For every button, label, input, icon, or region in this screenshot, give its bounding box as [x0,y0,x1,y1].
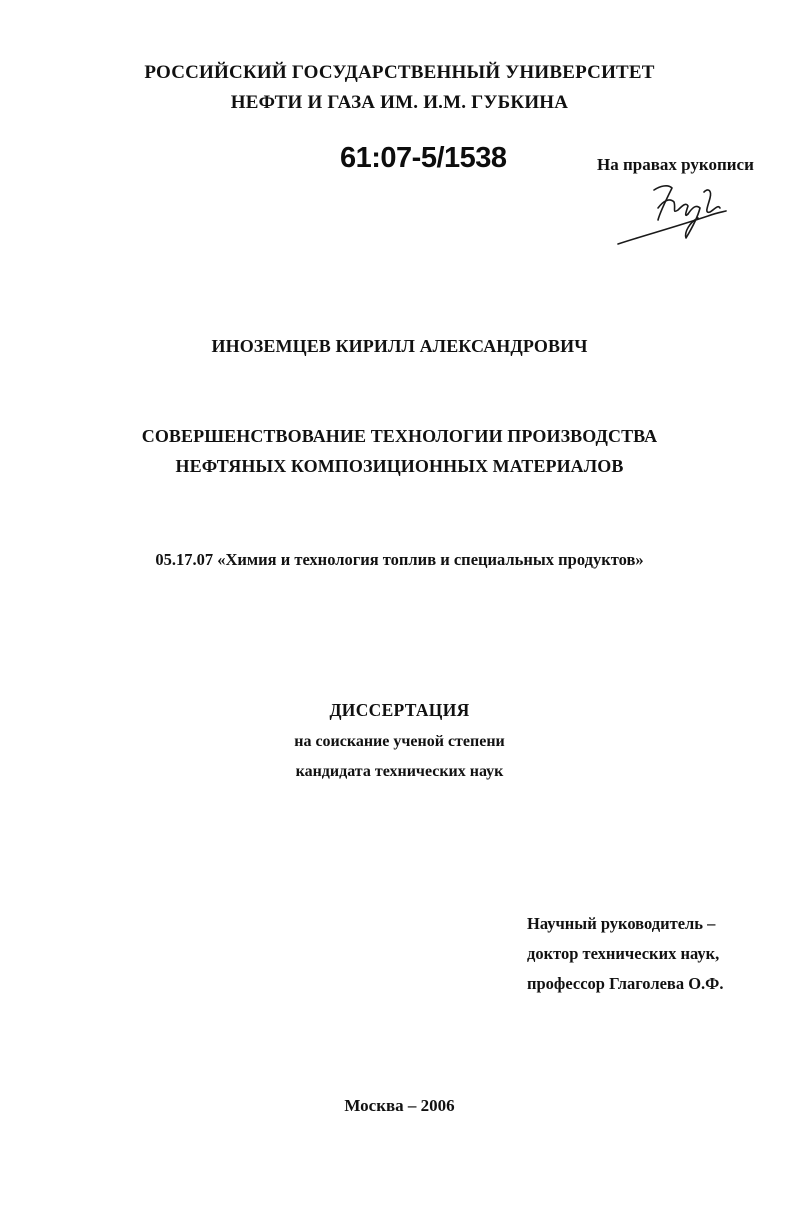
city-year: Москва – 2006 [344,1096,455,1115]
signature-icon [612,178,742,250]
degree-line1: на соискание ученой степени [294,733,505,750]
supervisor-line1: Научный руководитель – [527,914,716,933]
degree-line2: кандидата технических наук [295,763,504,780]
supervisor-line2: доктор технических наук, [527,944,720,963]
catalog-number: 61:07-5/1538 [340,142,507,174]
dissertation-title-line2: НЕФТЯНЫХ КОМПОЗИЦИОННЫХ МАТЕРИАЛОВ [175,456,624,476]
supervisor-line3: профессор Глаголева О.Ф. [527,974,724,993]
dissertation-title-line1: СОВЕРШЕНСТВОВАНИЕ ТЕХНОЛОГИИ ПРОИЗВОДСТВА [141,426,658,446]
signature-stroke-4 [704,190,720,212]
signature-underline [618,211,726,244]
university-name-line1: РОССИЙСКИЙ ГОСУДАРСТВЕННЫЙ УНИВЕРСИТЕТ [144,62,655,83]
document-type-label: ДИССЕРТАЦИЯ [329,700,470,720]
specialty-code: 05.17.07 «Химия и технология топлив и специальных продуктов» [155,550,644,569]
university-name-line2: НЕФТИ И ГАЗА ИМ. И.М. ГУБКИНА [230,92,569,113]
manuscript-rights-note: На правах рукописи [597,155,754,174]
author-name: ИНОЗЕМЦЕВ КИРИЛЛ АЛЕКСАНДРОВИЧ [211,336,588,356]
